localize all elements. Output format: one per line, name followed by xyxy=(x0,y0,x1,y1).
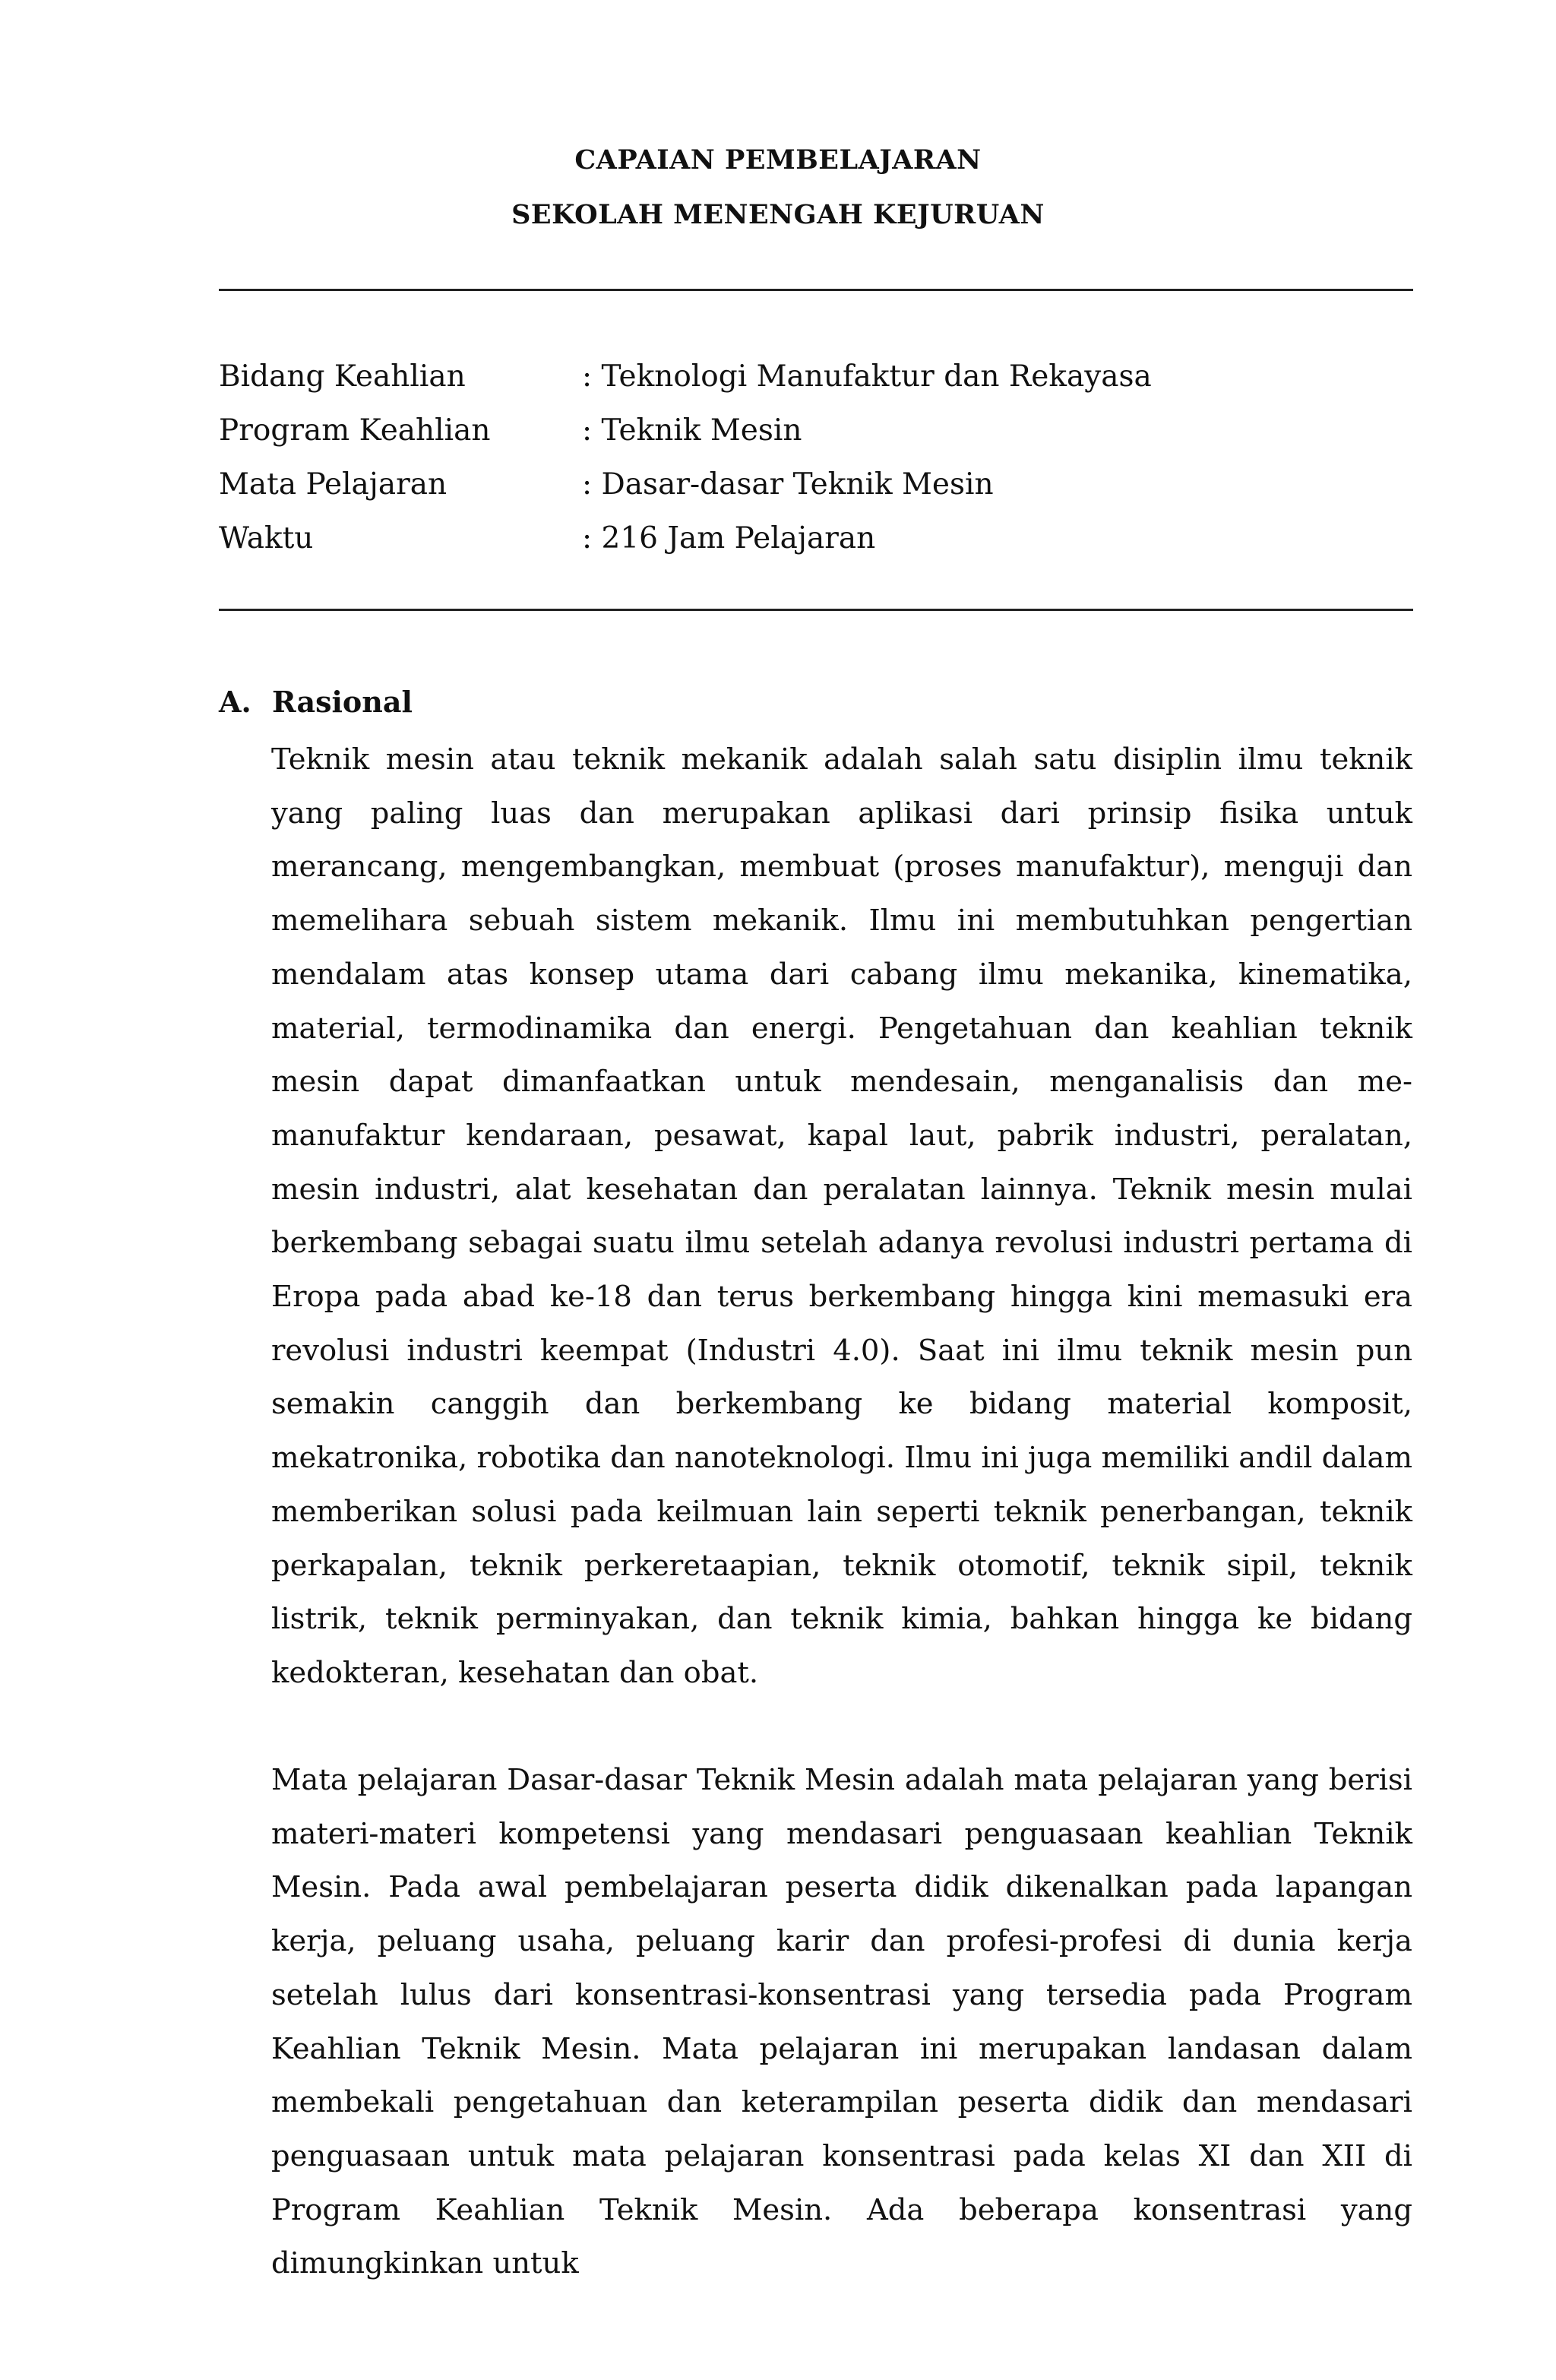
info-value: : Teknik Mesin xyxy=(582,413,802,448)
section-heading xyxy=(219,682,413,722)
info-row-program-keahlian xyxy=(219,411,1413,465)
course-info-block xyxy=(219,357,1413,573)
bottom-divider xyxy=(219,609,1413,611)
info-label: Mata Pelajaran xyxy=(219,467,448,502)
info-row-waktu xyxy=(219,519,1413,573)
info-value: : Teknologi Manufaktur dan Rekayasa xyxy=(582,359,1152,394)
section-title: Rasional xyxy=(272,685,413,719)
document-title-line1: CAPAIAN PEMBELAJARAN xyxy=(574,144,982,176)
top-divider xyxy=(219,289,1413,291)
document-title-line2: SEKOLAH MENENGAH KEJURUAN xyxy=(511,199,1045,230)
info-value: : Dasar-dasar Teknik Mesin xyxy=(582,467,994,502)
info-label: Bidang Keahlian xyxy=(219,359,466,394)
body-paragraph-1: Teknik mesin atau teknik mekanik adalah salah satu disiplin ilmu teknik yang paling luas dan merupakan aplikasi dari prinsip fisika untuk merancang, mengembangkan, membuat (proses manufaktur), menguji dan memelihara sebuah sistem mekanik. Ilmu ini membutuhkan pengertian mendalam atas konsep utama dari cabang ilmu mekanika, kinematika, material, termodinamika dan energi. Pengetahuan dan keahlian teknik mesin dapat dimanfaatkan untuk mendesain, menganalisis dan me-manufaktur kendaraan, pesawat, kapal laut, pabrik industri, peralatan, mesin industri, alat kesehatan dan peralatan lainnya. Teknik mesin mulai berkembang sebagai suatu ilmu setelah adanya revolusi industri pertama di Eropa pada abad ke-18 dan terus berkembang hingga kini memasuki era revolusi industri keempat (Industri 4.0). Saat ini ilmu teknik mesin pun semakin canggih dan berkembang ke bidang material komposit, mekatronika, robotika dan nanoteknologi. Ilmu ini juga memiliki andil dalam memberikan solusi pada keilmuan lain seperti teknik penerbangan, teknik perkapalan, teknik perkeretaapian, teknik otomotif, teknik sipil, teknik listrik, teknik perminyakan, dan teknik kimia, bahkan hingga ke bidang kedokteran, kesehatan dan obat. xyxy=(271,742,1412,1690)
body-paragraph-2: Mata pelajaran Dasar-dasar Teknik Mesin adalah mata pelajaran yang berisi materi-materi kompetensi yang mendasari penguasaan keahlian Teknik Mesin. Pada awal pembelajaran peserta didik dikenalkan pada lapangan kerja, peluang usaha, peluang karir dan profesi-profesi di dunia kerja setelah lulus dari konsentrasi-konsentrasi yang tersedia pada Program Keahlian Teknik Mesin. Mata pelajaran ini merupakan landasan dalam membekali pengetahuan dan keterampilan peserta didik dan mendasari penguasaan untuk mata pelajaran konsentrasi pada kelas XI dan XII di Program Keahlian Teknik Mesin. Ada beberapa konsentrasi yang dimungkinkan untuk xyxy=(271,1763,1412,2281)
info-row-mata-pelajaran xyxy=(219,465,1413,519)
section-number: A. xyxy=(219,685,251,719)
info-label: Program Keahlian xyxy=(219,413,491,448)
info-value: : 216 Jam Pelajaran xyxy=(582,521,876,555)
info-row-bidang-keahlian xyxy=(219,357,1413,411)
info-label: Waktu xyxy=(219,521,314,555)
